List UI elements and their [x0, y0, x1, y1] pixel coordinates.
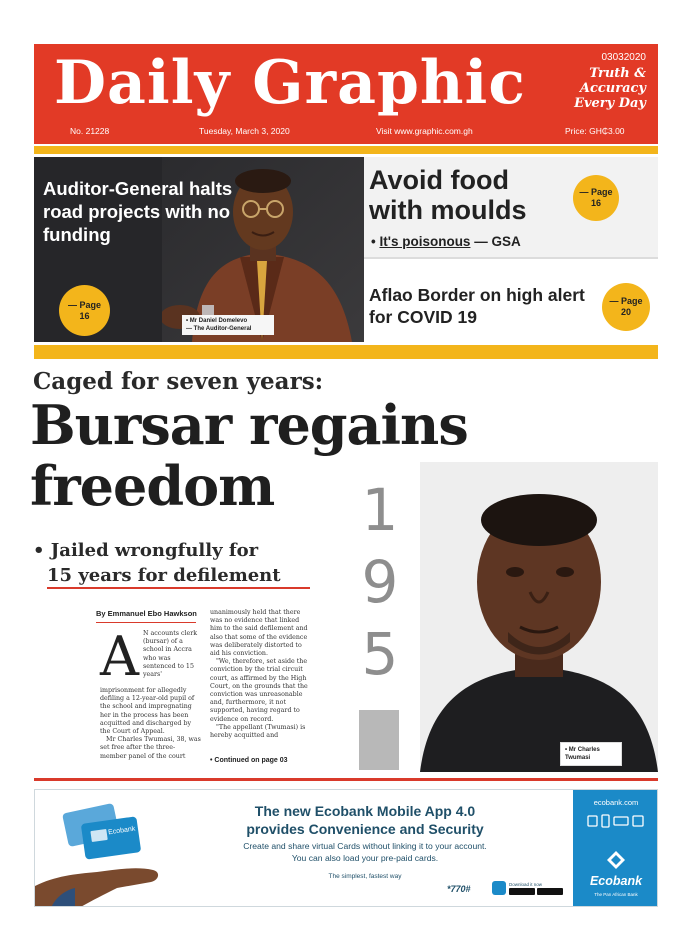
digit-2: 9: [361, 548, 399, 616]
teaser-food-quote: It's poisonous: [379, 234, 471, 249]
subhead-underline: [47, 587, 310, 589]
page-badge-label: — Page: [579, 187, 613, 197]
ecobank-advertisement[interactable]: [34, 789, 658, 907]
ad-tagline: The simplest, fastest way: [328, 873, 402, 880]
download-label: Download it now: [509, 881, 543, 887]
app-store-badge[interactable]: [537, 888, 563, 895]
teaser-divider: [364, 257, 658, 259]
lead-headline-line-2: freedom: [30, 454, 275, 518]
price: Price: GH₵3.00: [565, 126, 625, 136]
digit-1: 1: [361, 476, 399, 544]
ecobank-brand-panel: [573, 790, 658, 907]
ecobank-app-icon: [492, 881, 506, 895]
lead-subhead-line-1: • Jailed wrongfully for: [33, 540, 259, 561]
page-badge-number: 16: [79, 310, 90, 321]
page-badge-label: — Page: [67, 299, 101, 310]
gold-divider-lower: [34, 345, 658, 359]
bullet: •: [371, 234, 380, 249]
lead-kicker: Caged for seven years:: [33, 368, 324, 395]
teaser-border-headline: Aflao Border on high alert for COVID 19: [369, 285, 585, 327]
article-paragraph: unanimously held that there was no evidence that linked him to the said defilement and also that some of the evidence was deliberately distorted to aid his conviction.: [210, 609, 308, 658]
gold-divider: [34, 146, 658, 154]
ad-headline: [175, 802, 555, 838]
ecobank-wordmark: Ecobank: [589, 874, 643, 888]
years-graphic: [352, 474, 408, 690]
website-link[interactable]: Visit www.graphic.com.gh: [376, 126, 473, 136]
teaser-auditor-general[interactable]: [34, 157, 364, 342]
continued-link[interactable]: • Continued on page 03: [210, 757, 288, 764]
app-store-badges[interactable]: [492, 881, 563, 895]
article-paragraph: imprisonment for allegedly defiling a 12-year-old pupil of the school and impregnating her in the process has been acquitted and discharged by the Court of Appeal.: [100, 687, 195, 736]
teaser-food-headline: Avoid food with moulds: [369, 165, 527, 225]
page-badge-food[interactable]: [573, 175, 619, 221]
motto: Truth & Accuracy Every Day: [574, 66, 646, 111]
photo-caption-auditor: [182, 315, 274, 335]
page-badge-label: — Page: [609, 296, 643, 306]
ecobank-logo-icon: [606, 850, 626, 870]
issue-number: No. 21228: [70, 126, 110, 136]
ecobank-slogan: The Pan African Bank: [594, 892, 638, 897]
caption-name: • Mr Daniel Domelevo: [186, 318, 248, 324]
article-column-1: [100, 687, 201, 761]
ad-headline-line-2: provides Convenience and Security: [246, 821, 484, 837]
photo-caption-twumasi: [560, 742, 622, 766]
google-play-badge[interactable]: [509, 888, 535, 895]
page-badge-number: 16: [590, 198, 601, 208]
card-brand-label: Ecobank: [107, 825, 136, 837]
article-paragraph: Mr Charles Twumasi, 38, was set free after the three-member panel of the court: [100, 736, 201, 760]
caption-name-2: Twumasi: [565, 755, 591, 761]
ad-headline-line-1: The new Ecobank Mobile App 4.0: [254, 803, 476, 819]
article-paragraph: "We, therefore, set aside the conviction by the trial circuit court, as affirmed by the High Court, on the grounds that the conviction was unreasonable and, furthermore, it not supported, having regard to evidence on record.: [210, 658, 308, 723]
charles-twumasi-photo: [420, 462, 658, 772]
caption-name: • Mr Charles: [565, 747, 600, 753]
article-paragraph: "The appellant (Twumasi) is hereby acquitted and: [210, 723, 306, 740]
portrait-illustration: [420, 462, 658, 772]
teaser-food-source: — GSA: [470, 234, 521, 249]
ad-body-line-1: Create and share virtual Cards without linking it to your account.: [243, 841, 487, 851]
device-icons: [587, 814, 645, 828]
drop-cap: A: [100, 625, 139, 688]
masthead: [34, 44, 658, 144]
red-divider: [34, 778, 658, 781]
ussd-code: *770#: [447, 884, 471, 894]
teaser-food-moulds[interactable]: [364, 157, 658, 257]
lead-subhead-line-2: 15 years for defilement: [47, 565, 281, 586]
teaser-food-subline: [371, 234, 521, 249]
caption-role: — The Auditor-General: [186, 326, 252, 332]
download-badges[interactable]: [509, 882, 563, 895]
article-column-1-wrap: N accounts clerk (bursar) of a school in Accra who was sentenced to 15 years': [143, 630, 198, 679]
lead-headline-line-1: Bursar regains: [30, 393, 468, 457]
digit-bar: [359, 710, 399, 770]
card-hand-illustration: [35, 790, 195, 907]
page-badge-auditor[interactable]: [59, 285, 110, 336]
issue-date: Tuesday, March 3, 2020: [199, 126, 290, 136]
ad-body: [175, 840, 555, 864]
ad-body-line-2: You can also load your pre-paid cards.: [291, 853, 439, 863]
page-badge-number: 20: [620, 307, 631, 317]
ecobank-url[interactable]: ecobank.com: [593, 798, 639, 807]
byline-rule: [96, 622, 196, 623]
teaser-aflao-border[interactable]: [364, 262, 658, 342]
page-badge-border[interactable]: [602, 283, 650, 331]
article-column-2: [210, 609, 312, 740]
teaser-auditor-headline: Auditor-General halts road projects with no funding: [43, 178, 233, 245]
edition-code: 03032020: [601, 52, 646, 63]
byline: By Emmanuel Ebo Hawkson: [96, 609, 197, 618]
digit-3: 5: [361, 620, 399, 688]
newspaper-title: Daily Graphic: [54, 48, 526, 118]
